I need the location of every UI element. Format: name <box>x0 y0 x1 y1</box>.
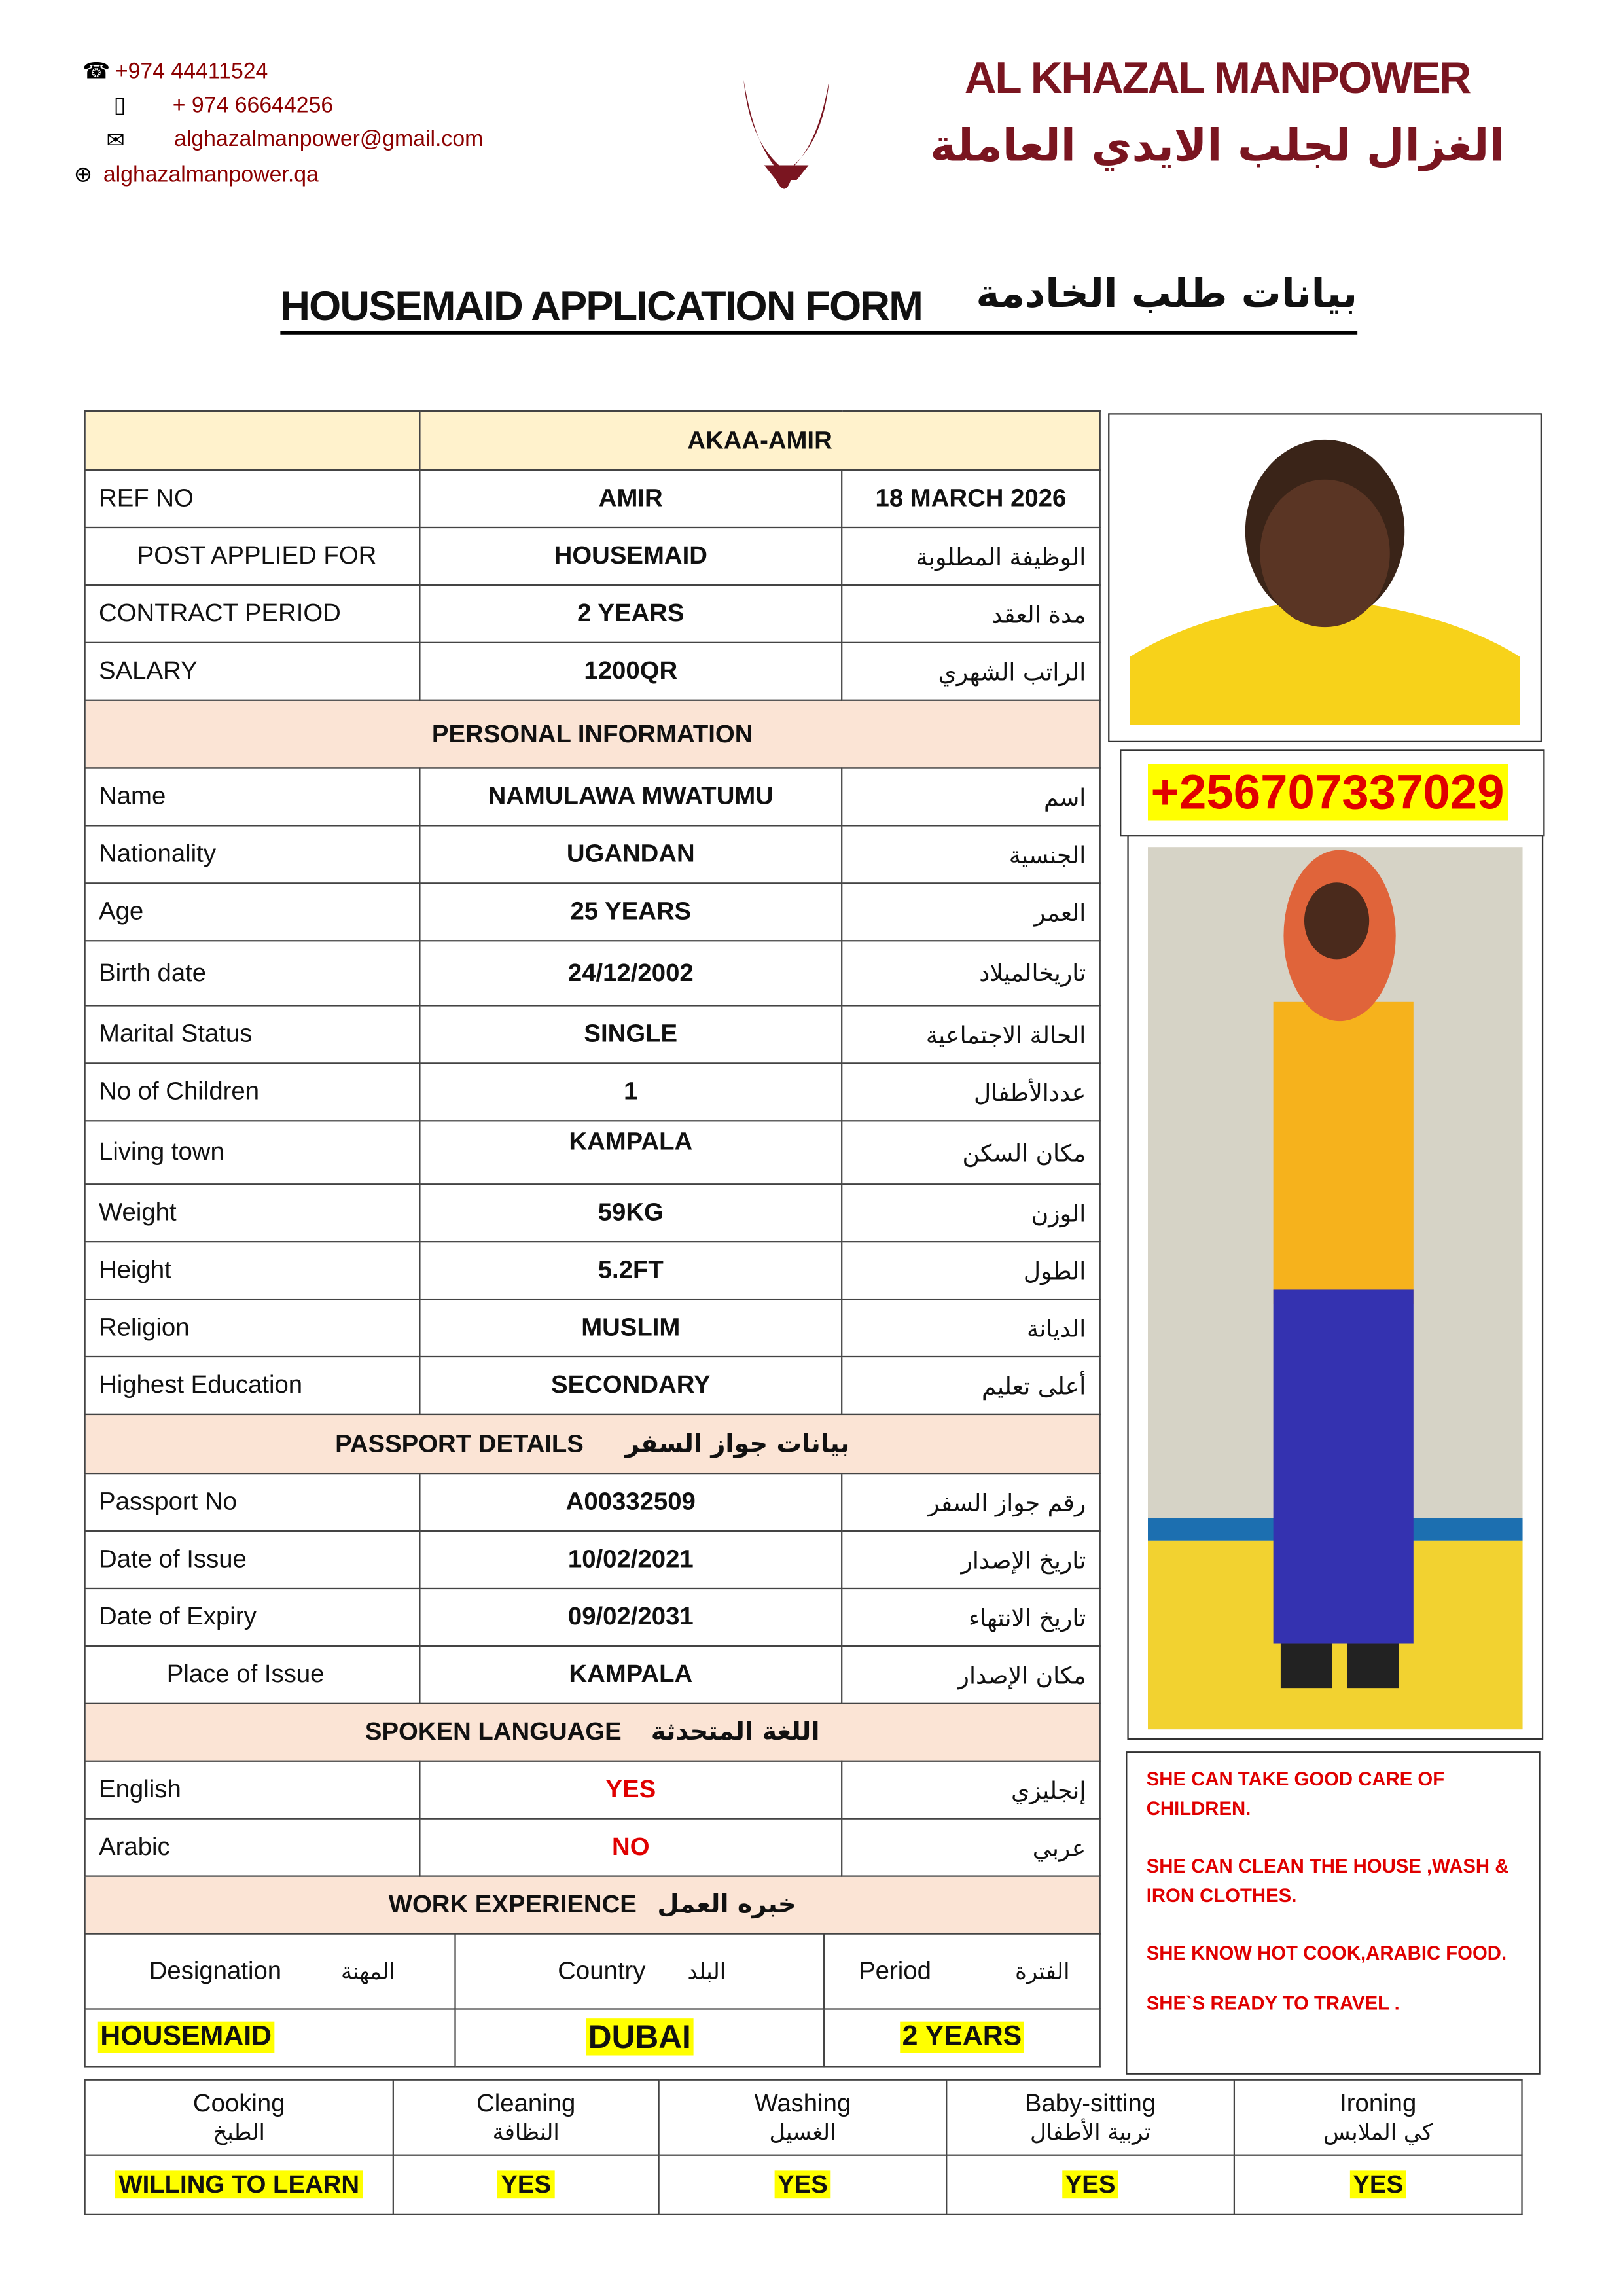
field-label-ar: إنجليزي <box>842 1761 1100 1819</box>
value: HOUSEMAID <box>98 2022 275 2053</box>
personal-table <box>84 767 1101 1415</box>
field-value: 59KG <box>419 1184 842 1242</box>
table-row <box>85 768 1100 825</box>
field-label-ar: تاريخالميلاد <box>842 941 1100 1005</box>
field-label: Birth date <box>85 941 420 1005</box>
field-label-ar: تاريخ الانتهاء <box>842 1588 1100 1646</box>
field-label: REF NO <box>85 470 420 528</box>
field-value: NO <box>419 1819 842 1876</box>
skill-value <box>659 2155 947 2214</box>
heading-en: SPOKEN LANGUAGE <box>365 1717 622 1746</box>
label-en: Period <box>859 1956 931 1985</box>
skill-value-text: YES <box>1062 2170 1118 2198</box>
period-value <box>824 2009 1100 2067</box>
note: SHE CAN TAKE GOOD CARE OF CHILDREN. <box>1146 1767 1445 1820</box>
skill-ar: الطبخ <box>213 2119 265 2146</box>
field-label-ar: اسم <box>842 768 1100 825</box>
skills-notes-box <box>1126 1751 1541 2075</box>
table-row <box>85 1646 1100 1704</box>
table-row <box>85 941 1100 1005</box>
skill-value-text: WILLING TO LEARN <box>116 2170 363 2198</box>
gazelle-logo <box>735 77 838 200</box>
field-label: Nationality <box>85 825 420 883</box>
field-value: UGANDAN <box>419 825 842 883</box>
table-row <box>85 825 1100 883</box>
col-period <box>824 1934 1100 2009</box>
skill-ar: الغسيل <box>769 2119 836 2146</box>
skill-value <box>393 2155 659 2214</box>
skill-header <box>659 2080 947 2155</box>
table-row <box>85 1242 1100 1299</box>
field-value: 25 YEARS <box>419 883 842 941</box>
field-label: POST APPLIED FOR <box>85 528 420 585</box>
designation-value <box>85 2009 455 2067</box>
table-row <box>85 1184 1100 1242</box>
company-name-en: AL KHAZAL MANPOWER <box>964 54 1471 103</box>
label-en: Designation <box>149 1956 282 1985</box>
heading-ar: بيانات جواز السفر <box>625 1429 850 1459</box>
field-label: Religion <box>85 1299 420 1357</box>
field-value: KAMPALA <box>419 1121 842 1184</box>
field-label: Age <box>85 883 420 941</box>
field-label-ar: الحالة الاجتماعية <box>842 1005 1100 1063</box>
field-label-ar: الطول <box>842 1242 1100 1299</box>
note: SHE KNOW HOT COOK,ARABIC FOOD. <box>1146 1941 1507 1964</box>
field-value: 1 <box>419 1063 842 1121</box>
email-link[interactable]: alghazalmanpower@gmail.com <box>174 126 484 152</box>
heading-en: WORK EXPERIENCE <box>388 1890 637 1918</box>
skill-value <box>1234 2155 1522 2214</box>
label-ar: الفترة <box>1015 1958 1070 1985</box>
skill-value <box>946 2155 1234 2214</box>
table-row <box>85 1005 1100 1063</box>
phone-number: +974 44411524 <box>115 59 268 84</box>
field-label: SALARY <box>85 643 420 700</box>
field-label: Living town <box>85 1121 420 1184</box>
field-value: 09/02/2031 <box>419 1588 842 1646</box>
table-row <box>85 1121 1100 1184</box>
globe-icon: ⊕ <box>73 162 93 188</box>
skill-ar: النظافة <box>492 2119 560 2146</box>
skill-value-text: YES <box>775 2170 831 2198</box>
field-label-ar: الراتب الشهري <box>842 643 1100 700</box>
full-body-photo-frame <box>1127 835 1543 1740</box>
field-value: SINGLE <box>419 1005 842 1063</box>
field-label: Highest Education <box>85 1357 420 1414</box>
field-label-ar: مكان الإصدار <box>842 1646 1100 1704</box>
mobile-number: + 974 66644256 <box>172 93 334 118</box>
form-title-ar: بيانات طلب الخادمة <box>976 271 1358 317</box>
field-label-ar: مدة العقد <box>842 585 1100 643</box>
ref-code: AKAA-AMIR <box>419 411 1099 470</box>
field-label: Name <box>85 768 420 825</box>
table-row <box>85 883 1100 941</box>
field-value: 24/12/2002 <box>419 941 842 1005</box>
field-value: 10/02/2021 <box>419 1531 842 1588</box>
skill-header <box>393 2080 659 2155</box>
field-label-ar: الجنسية <box>842 825 1100 883</box>
table-row <box>85 1531 1100 1588</box>
skill-header <box>1234 2080 1522 2155</box>
field-label-ar: أعلى تعليم <box>842 1357 1100 1414</box>
field-label-ar: عربي <box>842 1819 1100 1876</box>
table-row <box>85 1819 1100 1876</box>
value: 2 YEARS <box>899 2022 1025 2053</box>
section-heading-language <box>85 1704 1100 1761</box>
field-label: Height <box>85 1242 420 1299</box>
value: DUBAI <box>585 2018 694 2055</box>
skill-en: Baby-sitting <box>1024 2089 1156 2118</box>
label-ar: البلد <box>687 1958 726 1985</box>
skills-table <box>84 2079 1523 2215</box>
table-row <box>85 1473 1100 1531</box>
field-label-ar: العمر <box>842 883 1100 941</box>
contact-phone-box <box>1120 749 1544 836</box>
field-value: 1200QR <box>419 643 842 700</box>
full-body-photo <box>1148 847 1523 1729</box>
contact-phone: +256707337029 <box>1148 764 1507 821</box>
field-label: Date of Expiry <box>85 1588 420 1646</box>
field-label: Weight <box>85 1184 420 1242</box>
table-row <box>85 1063 1100 1121</box>
field-label: Date of Issue <box>85 1531 420 1588</box>
section-heading-passport <box>85 1414 1100 1473</box>
field-value: YES <box>419 1761 842 1819</box>
field-label: English <box>85 1761 420 1819</box>
envelope-icon: ✉ <box>106 128 125 154</box>
col-country <box>455 1934 825 2009</box>
note: SHE`S READY TO TRAVEL . <box>1146 1992 1400 2015</box>
field-label: No of Children <box>85 1063 420 1121</box>
heading-ar: اللغة المتحدثة <box>651 1717 820 1748</box>
website-link[interactable]: alghazalmanpower.qa <box>103 162 319 188</box>
mobile-phone-icon: ▯ <box>113 93 126 118</box>
field-value: 2 YEARS <box>419 585 842 643</box>
field-label-ar: تاريخ الإصدار <box>842 1531 1100 1588</box>
form-title <box>280 271 1358 335</box>
skill-en: Cooking <box>192 2089 285 2118</box>
field-label-ar: الديانة <box>842 1299 1100 1357</box>
field-label-ar: رقم جواز السفر <box>842 1473 1100 1531</box>
country-value <box>455 2009 825 2067</box>
heading-ar: خبره العمل <box>657 1890 796 1920</box>
form-title-en: HOUSEMAID APPLICATION FORM <box>280 283 922 329</box>
field-label: CONTRACT PERIOD <box>85 585 420 643</box>
field-label-ar: مكان السكن <box>842 1121 1100 1184</box>
table-row <box>85 1761 1100 1819</box>
label-en: Country <box>558 1956 646 1985</box>
table-row <box>85 1588 1100 1646</box>
field-value: SECONDARY <box>419 1357 842 1414</box>
field-label-ar: الوظيفة المطلوبة <box>842 528 1100 585</box>
skill-en: Washing <box>754 2089 851 2118</box>
heading-en: PASSPORT DETAILS <box>335 1429 584 1458</box>
company-name-ar: الغزال لجلب الايدي العاملة <box>930 120 1505 173</box>
skill-value-text: YES <box>498 2170 554 2198</box>
label-ar: المهنة <box>341 1958 396 1985</box>
field-label-ar: عددالأطفال <box>842 1063 1100 1121</box>
skill-header <box>946 2080 1234 2155</box>
form-date: 18 MARCH 2026 <box>842 470 1100 528</box>
field-value: KAMPALA <box>419 1646 842 1704</box>
field-label: Arabic <box>85 1819 420 1876</box>
skill-header <box>85 2080 393 2155</box>
portrait-photo <box>1130 435 1520 725</box>
field-value: AMIR <box>419 470 842 528</box>
field-value: MUSLIM <box>419 1299 842 1357</box>
field-value: 5.2FT <box>419 1242 842 1299</box>
field-value: HOUSEMAID <box>419 528 842 585</box>
note: SHE CAN CLEAN THE HOUSE ,WASH & IRON CLOTHES. <box>1146 1854 1509 1907</box>
section-heading-work <box>85 1876 1100 1934</box>
field-label: Marital Status <box>85 1005 420 1063</box>
skill-value-text: YES <box>1350 2170 1406 2198</box>
field-label: Passport No <box>85 1473 420 1531</box>
table-row <box>85 1357 1100 1414</box>
field-label-ar: الوزن <box>842 1184 1100 1242</box>
details-table <box>84 410 1101 769</box>
table-row <box>85 1299 1100 1357</box>
col-designation <box>85 1934 455 2009</box>
work-experience-table <box>84 1933 1101 2067</box>
blank-cell <box>85 411 420 470</box>
field-label: Place of Issue <box>85 1646 420 1704</box>
passport-table <box>84 1414 1101 1935</box>
telephone-icon: ☎ <box>82 59 111 84</box>
field-value: A00332509 <box>419 1473 842 1531</box>
section-heading-personal: PERSONAL INFORMATION <box>85 700 1100 768</box>
skill-en: Ironing <box>1340 2089 1417 2118</box>
skill-value <box>85 2155 393 2214</box>
skill-en: Cleaning <box>476 2089 576 2118</box>
field-value: NAMULAWA MWATUMU <box>419 768 842 825</box>
skill-ar: تربية الأطفال <box>1029 2119 1151 2146</box>
portrait-photo-frame <box>1108 413 1542 742</box>
skill-ar: كي الملابس <box>1323 2119 1433 2146</box>
